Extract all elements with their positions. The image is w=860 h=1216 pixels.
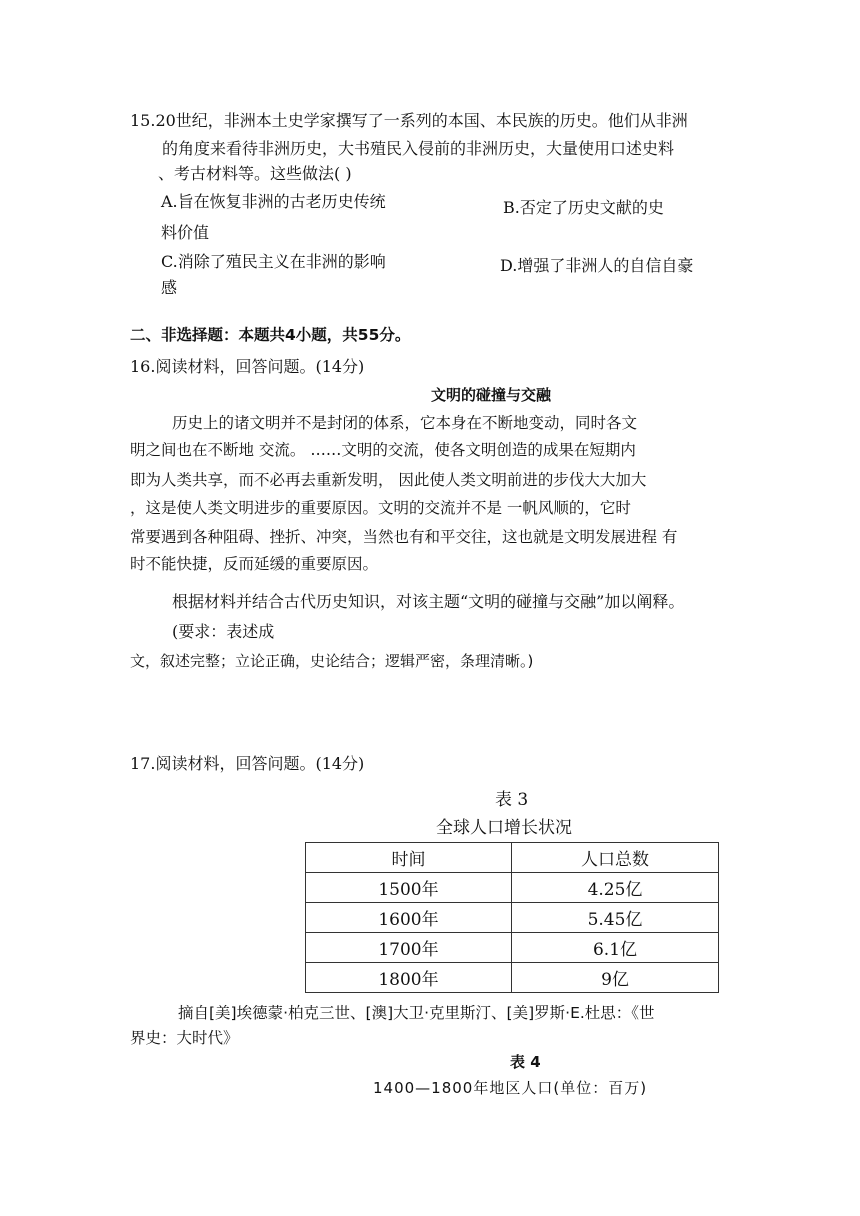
q15-option-d: D.增强了非洲人的自信自豪 (500, 256, 694, 275)
q15-stem-line-2: 的角度来看待非洲历史，大书殖民入侵前的非洲历史，大量使用口述史料 (162, 139, 675, 158)
table4-label: 表 4 (510, 1053, 541, 1071)
header-population: 人口总数 (512, 843, 719, 873)
q16-material-line-3: 即为人类共享，而不必再去重新发明， 因此使人类文明前进的步伐大大加大 (130, 471, 647, 489)
q15-stem-line-1: 15.20世纪，非洲本土史学家撰写了一系列的本国、本民族的历史。他们从非洲 (130, 111, 688, 130)
cell-population: 9亿 (512, 963, 719, 993)
q16-material-line-2: 明之间也在不断地 交流。 ……文明的交流，使各文明创造的成果在短期内 (130, 441, 636, 459)
table-row (306, 933, 719, 963)
q16-requirement-line-2: 文，叙述完整；立论正确，史论结合；逻辑严密，条理清晰。) (130, 652, 534, 670)
q15-option-c-line-2: 感 (161, 278, 178, 297)
table-header-row (306, 843, 719, 873)
q16-material-line-4: ，这是使人类文明进步的重要原因。文明的交流并不是 一帆风顺的，它时 (130, 499, 631, 517)
q15-option-c-line-1: C.消除了殖民主义在非洲的影响 (161, 252, 386, 271)
table-row (306, 903, 719, 933)
table-row (306, 963, 719, 993)
q16-material-title: 文明的碰撞与交融 (431, 386, 552, 404)
q16-material-line-5: 常要遇到各种阻碍、挫折、冲突，当然也有和平交往，这也就是文明发展进程 有 (130, 528, 678, 546)
q15-stem-line-3: 、考古材料等。这些做法( ) (158, 164, 352, 183)
header-time: 时间 (306, 843, 512, 873)
table3-source-line-2: 界史：大时代》 (130, 1029, 239, 1047)
q16-requirement-line-1: (要求：表述成 (172, 622, 275, 641)
q15-option-a-line-1: A.旨在恢复非洲的古老历史传统 (161, 192, 386, 211)
q16-stem: 16.阅读材料，回答问题。(14分) (130, 357, 365, 376)
q16-material-line-6: 时不能快捷，反而延缓的重要原因。 (130, 555, 379, 573)
q16-material-line-1: 历史上的诸文明并不是封闭的体系，它本身在不断地变动，同时各文 (172, 414, 638, 432)
table3-source-line-1: 摘自[美]埃德蒙·柏克三世、[澳]大卫·克里斯汀、[美]罗斯·E.杜思：《世 (178, 1004, 655, 1022)
cell-year: 1600年 (306, 903, 512, 933)
cell-population: 4.25亿 (512, 873, 719, 903)
cell-population: 6.1亿 (512, 933, 719, 963)
table3-label: 表 3 (495, 790, 529, 810)
table3-title: 全球人口增长状况 (436, 818, 572, 838)
section-heading: 二、非选择题：本题共4小题，共55分。 (130, 326, 411, 344)
cell-year: 1800年 (306, 963, 512, 993)
table4-title: 1400—1800年地区人口(单位：百万) (373, 1079, 648, 1097)
cell-year: 1500年 (306, 873, 512, 903)
q15-option-b: B.否定了历史文献的史 (503, 198, 664, 217)
q17-stem: 17.阅读材料，回答问题。(14分) (130, 754, 365, 773)
cell-year: 1700年 (306, 933, 512, 963)
q16-question: 根据材料并结合古代历史知识，对该主题“文明的碰撞与交融”加以阐释。 (172, 592, 685, 611)
q15-option-a-line-2: 料价值 (161, 223, 210, 242)
table-row (306, 873, 719, 903)
cell-population: 5.45亿 (512, 903, 719, 933)
population-table (305, 842, 719, 993)
